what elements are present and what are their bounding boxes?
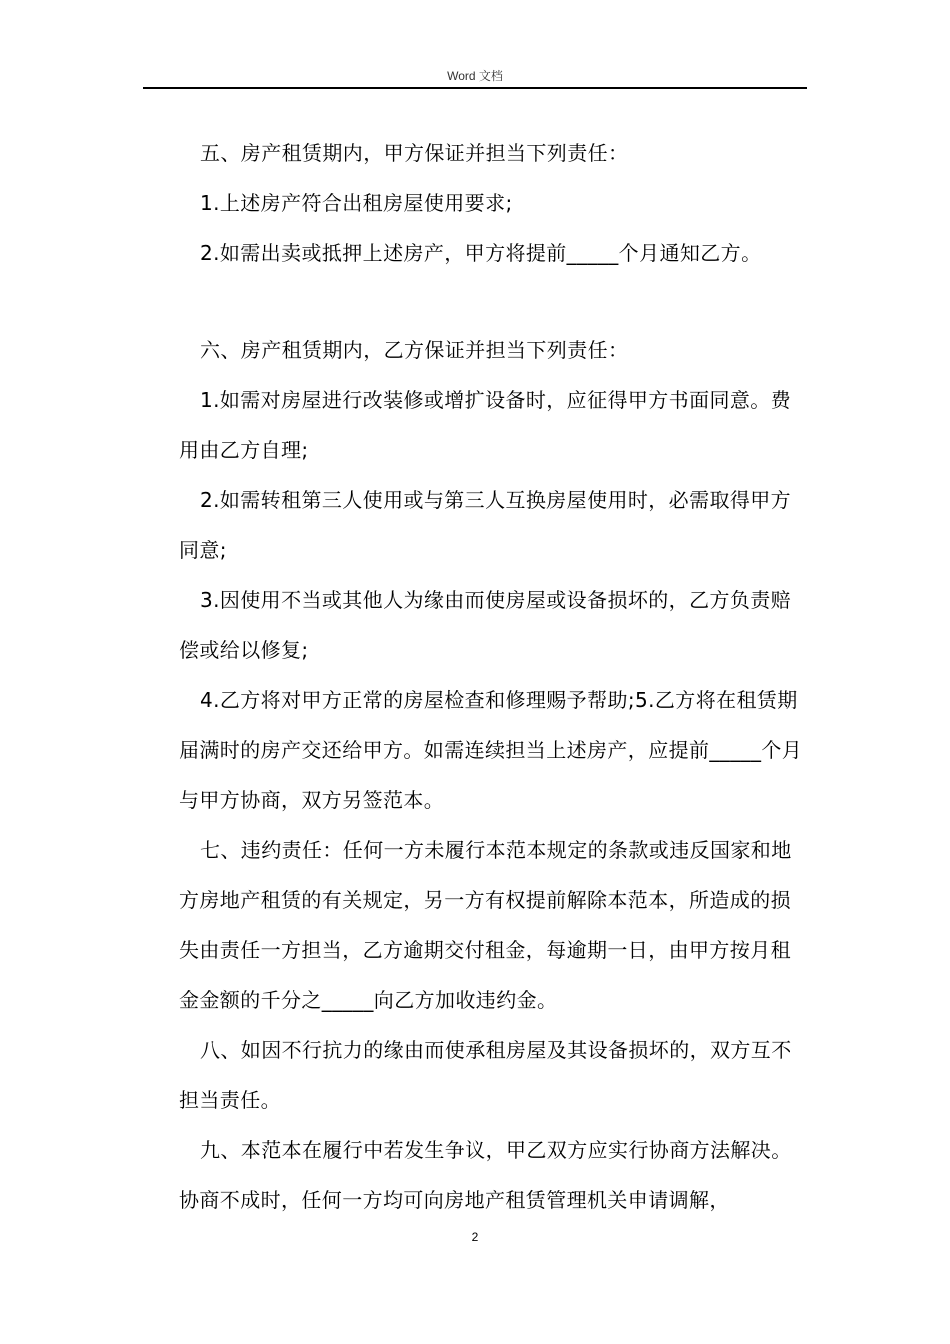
- page-header-title: Word 文档: [447, 69, 503, 83]
- paragraph-gap: [179, 278, 806, 325]
- page-number: 2: [471, 1230, 479, 1244]
- section-5-item-1: 1.上述房产符合出租房屋使用要求;: [200, 191, 513, 215]
- document-body: [179, 128, 806, 1225]
- section-9-paragraph: 九、本范本在履行中若发生争议，甲乙双方应实行协商方法解决。协商不成时，任何一方均可向房地产租赁管理机关申请调解，: [179, 1138, 792, 1212]
- section-5-heading: 五、房产租赁期内，甲方保证并担当下列责任：: [200, 141, 629, 165]
- section-6-item-1: 1.如需对房屋进行改装修或增扩设备时，应征得甲方书面同意。费用由乙方自理;: [179, 388, 792, 462]
- section-6-item-3: 3.因使用不当或其他人为缘由而使房屋或设备损坏的，乙方负责赔偿或给以修复;: [179, 588, 792, 662]
- section-6-item-4-5: 4.乙方将对甲方正常的房屋检查和修理赐予帮助;5.乙方将在租赁期届满时的房产交还给甲方。如需连续担当上述房产，应提前_____个月与甲方协商，双方另签范本。: [179, 688, 803, 812]
- section-6-heading: 六、房产租赁期内，乙方保证并担当下列责任：: [200, 338, 629, 362]
- section-5-item-2: 2.如需出卖或抵押上述房产，甲方将提前_____个月通知乙方。: [200, 241, 762, 265]
- header-divider: [143, 87, 807, 89]
- section-6-item-2: 2.如需转租第三人使用或与第三人互换房屋使用时，必需取得甲方同意;: [179, 488, 792, 562]
- section-7-paragraph: 七、违约责任：任何一方未履行本范本规定的条款或违反国家和地方房地产租赁的有关规定，另一方有权提前解除本范本，所造成的损失由责任一方担当，乙方逾期交付租金，每逾期一日，由甲方按月租金金额的千分之_____向乙方加收违约金。: [179, 838, 792, 1012]
- section-8-paragraph: 八、如因不行抗力的缘由而使承租房屋及其设备损坏的，双方互不担当责任。: [179, 1038, 792, 1112]
